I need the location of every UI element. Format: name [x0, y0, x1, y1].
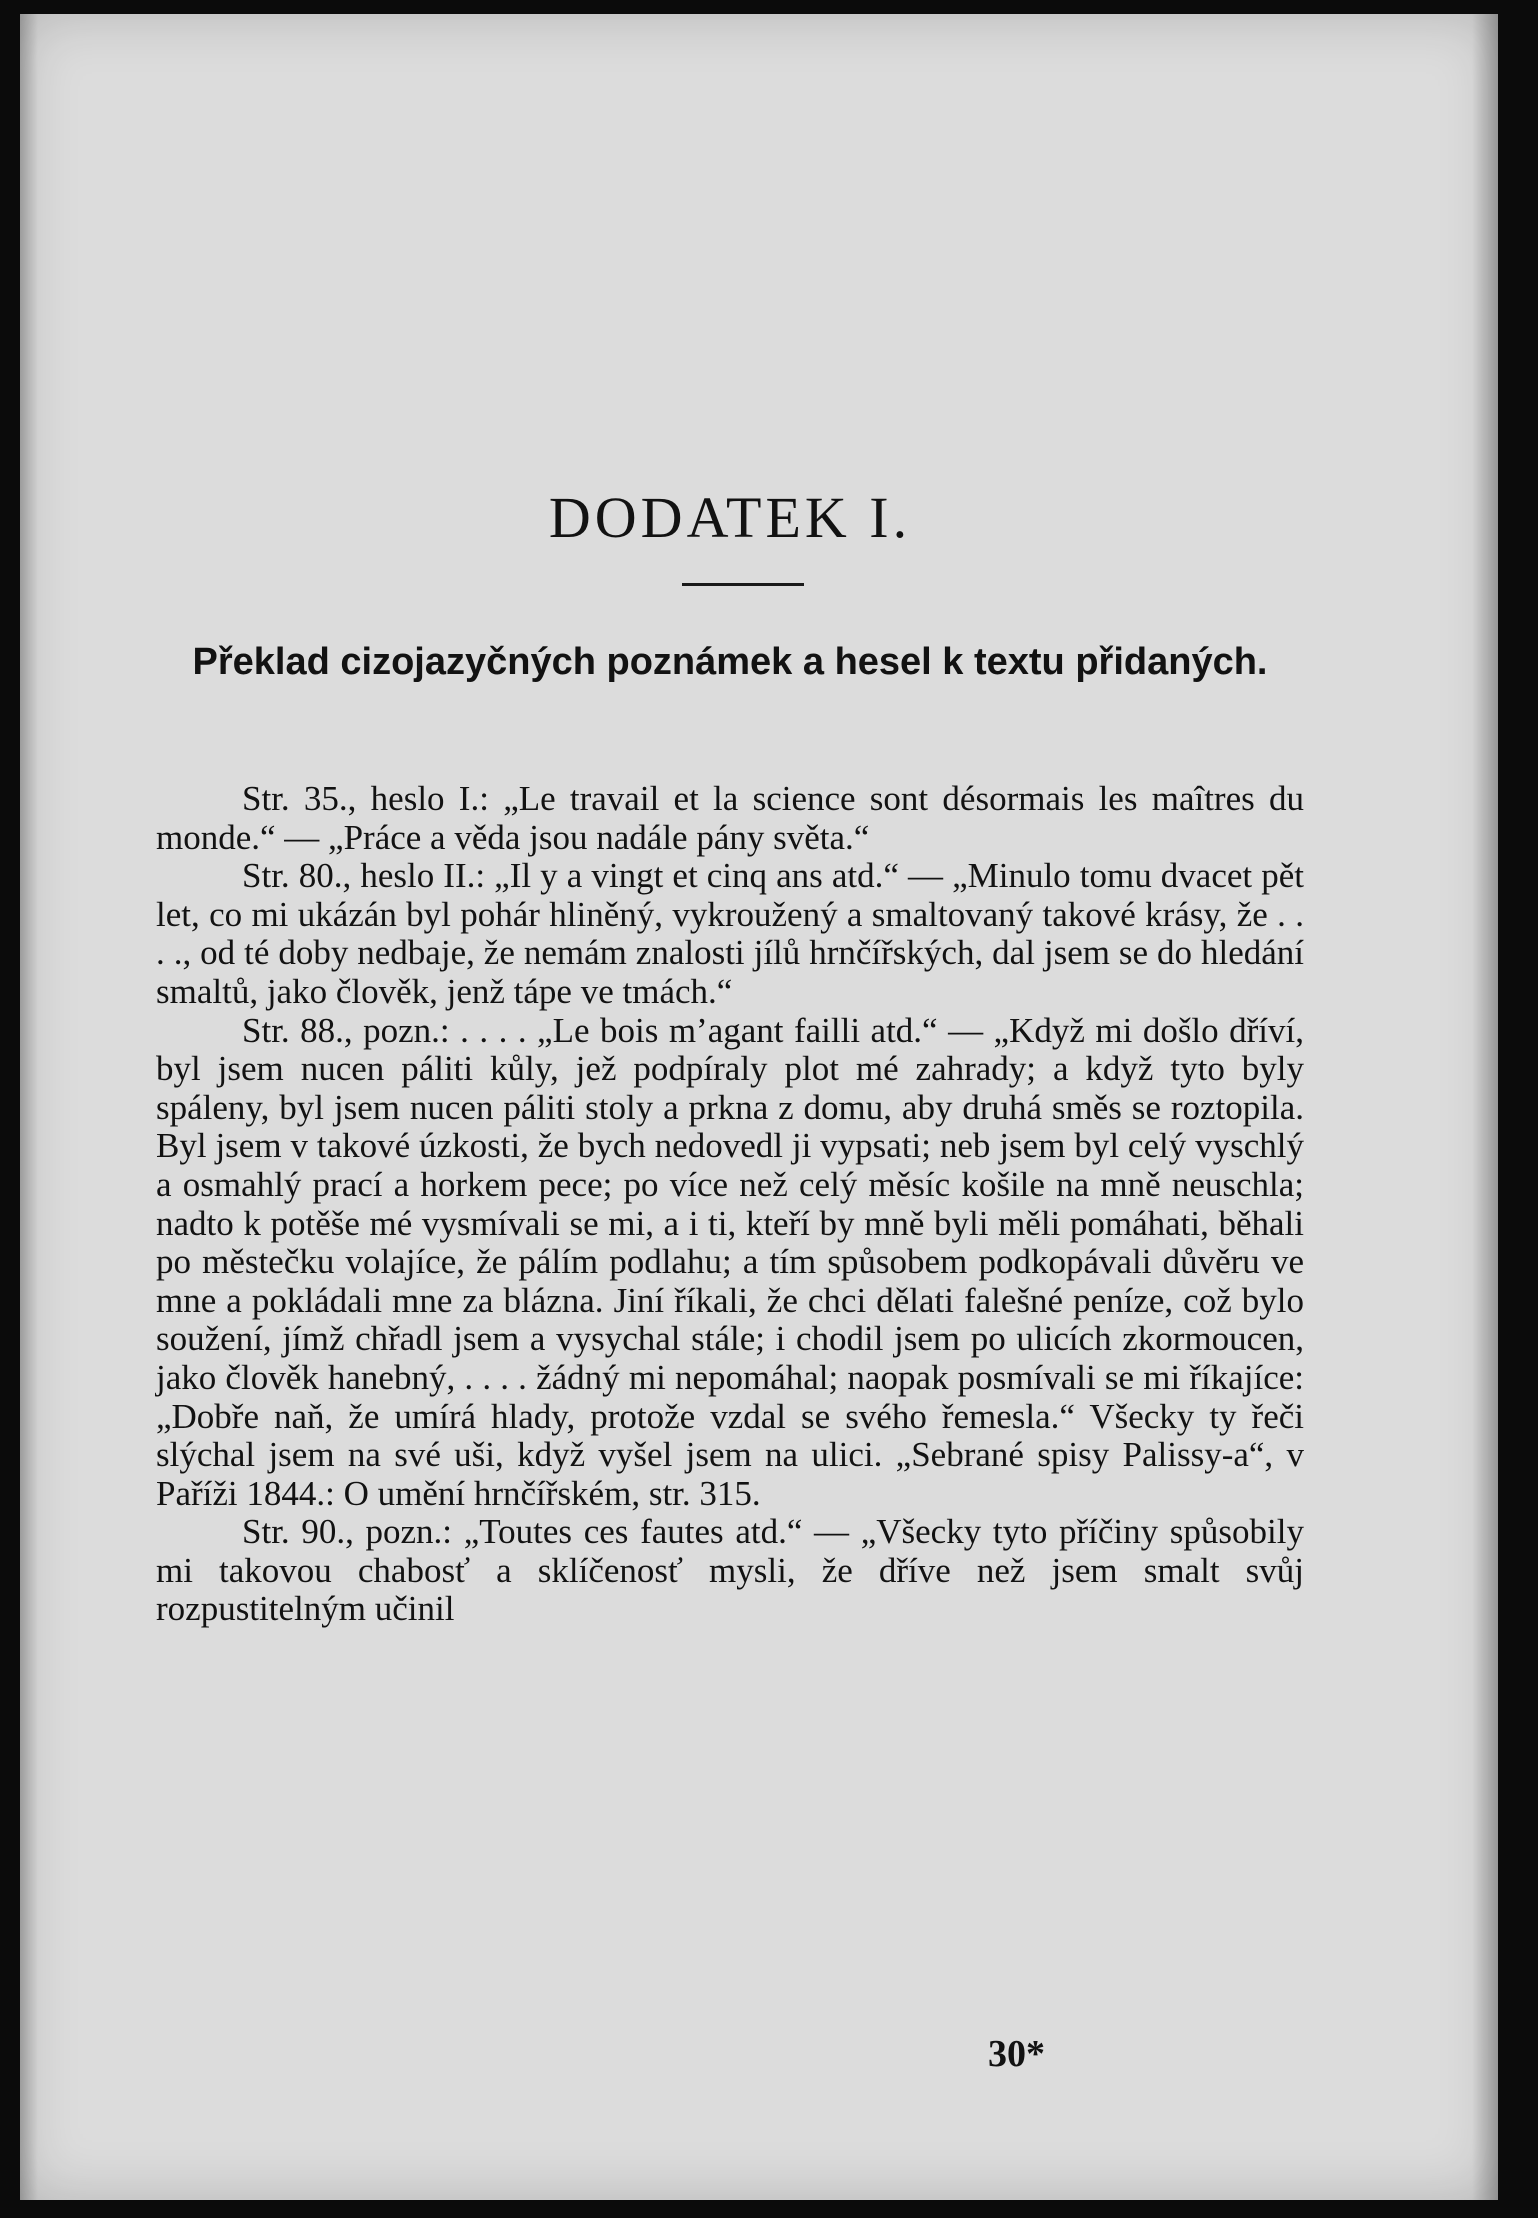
paragraph-str-35: Str. 35., heslo I.: „Le travail et la science sont désormais les maîtres du monde.“ — „Práce a věda jsou nadále pány světa.“	[156, 779, 1304, 857]
chapter-title: DODATEK I.	[548, 485, 912, 550]
paragraph-str-80: Str. 80., heslo II.: „Il y a vingt et cinq ans atd.“ — „Minulo tomu dvacet pět let, co mi ukázán byl pohár hliněný, vykroužený a smaltovaný takové krásy, že . . . ., od té doby nedbaje, že nemám znalosti jílů hrnčířských, dal jsem se do hledání smaltů, jako člověk, jenž tápe ve tmách.“	[156, 856, 1304, 1011]
paragraph-str-90: Str. 90., pozn.: „Toutes ces fautes atd.“ — „Všecky tyto příčiny spůsobily mi takovou chabosť a sklíčenosť mysli, že dříve než jsem smalt svůj rozpustitelným učinil	[156, 1512, 1304, 1629]
paragraph-str-88: Str. 88., pozn.: . . . . „Le bois m’agant failli atd.“ — „Když mi došlo dříví, byl jsem nucen páliti kůly, jež podpíraly plot mé zahrady; a když tyto byly spáleny, byl jsem nucen páliti stoly a prkna z domu, aby druhá směs se roztopila. Byl jsem v takové úzkosti, že bych nedovedl ji vypsati; neb jsem byl celý vyschlý a osmahlý prací a horkem pece; po více než celý měsíc košile na mně neuschla; nadto k potěše mé vysmívali se mi, a i ti, kteří by mně byli měli pomáhati, běhali po městečku volajíce, že pálím podlahu; a tím spůsobem podkopávali důvěru ve mne a pokládali mne za blázna. Jiní říkali, že chci dělati falešné peníze, což bylo soužení, jímž chřadl jsem a vysychal stále; i chodil jsem po ulicích zkormoucen, jako člověk hanebný, . . . . žádný mi nepomáhal; naopak posmívali se mi říkajíce: „Dobře naň, že umírá hlady, protože vzdal se svého řemesla.“ Všecky ty řeči slýchal jsem na své uši, když vyšel jsem na ulici. „Sebrané spisy Palissy-a“, v Paříži 1844.: O umění hrnčířském, str. 315.	[156, 1010, 1304, 1513]
page-number: 30*	[988, 2033, 1045, 2075]
book-page	[20, 14, 1498, 2200]
page-shadow-left	[20, 14, 38, 2200]
title-divider	[682, 583, 804, 586]
section-subtitle: Překlad cizojazyčných poznámek a hesel k textu přidaných.	[192, 641, 1268, 683]
body-text	[156, 780, 1304, 1629]
page-shadow-right	[1472, 14, 1498, 2200]
